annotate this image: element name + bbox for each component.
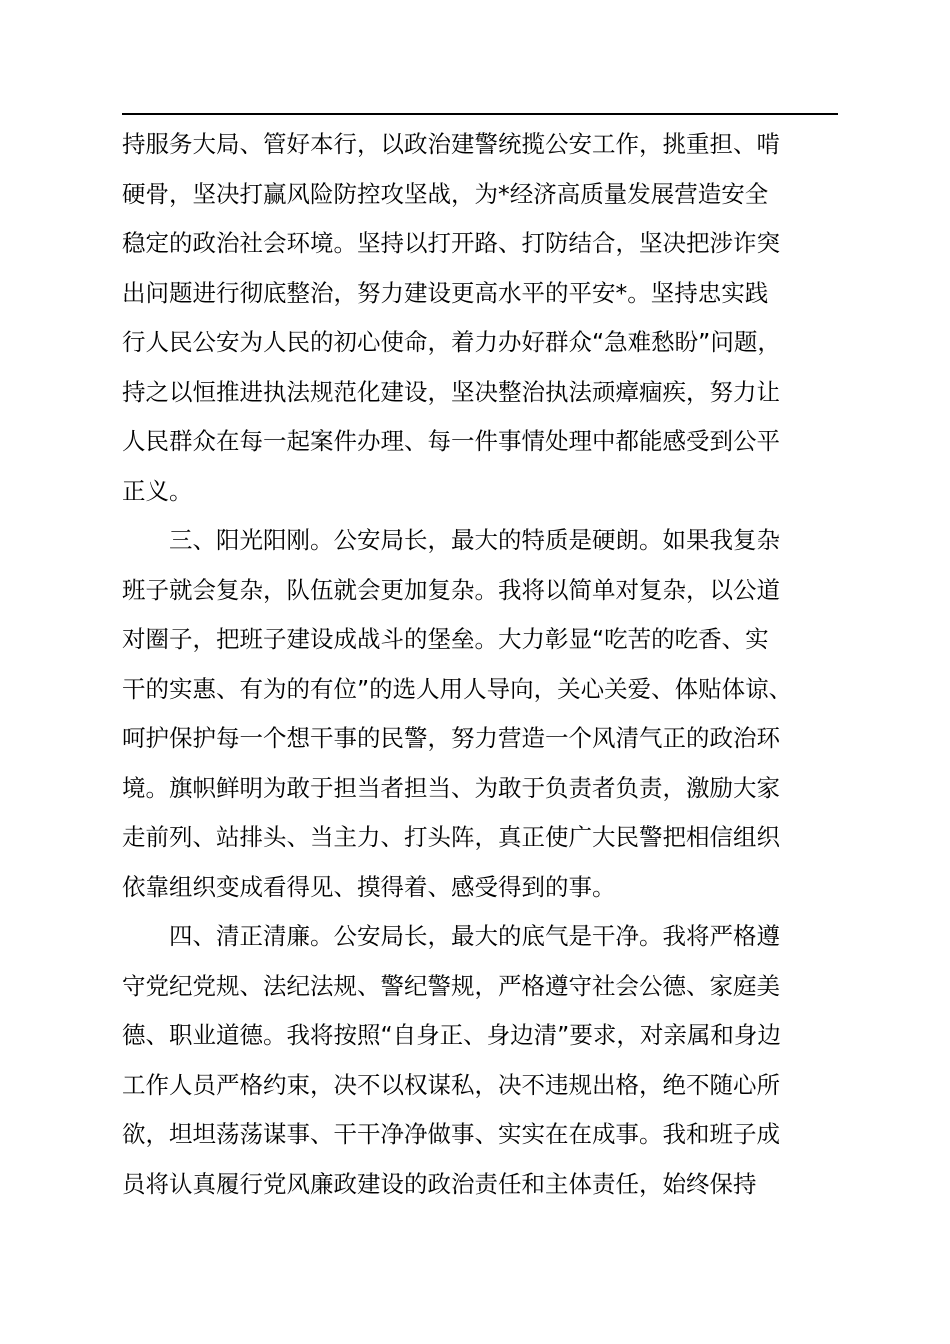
text-line: 稳定的政治社会环境。坚持以打开路、打防结合，坚决把涉诈突	[122, 229, 780, 257]
document-body	[122, 120, 862, 1209]
text-line: 行人民公安为人民的初心使命，着力办好群众“急难愁盼”问题，	[122, 328, 781, 356]
text-line: 持服务大局、管好本行，以政治建警统揽公安工作，挑重担、啃	[122, 130, 780, 158]
text-line: 出问题进行彻底整治，努力建设更高水平的平安*。坚持忠实践	[122, 278, 769, 307]
text-line: 人民群众在每一起案件办理、每一件事情处理中都能感受到公平	[122, 427, 780, 455]
header-rule	[122, 113, 838, 115]
text-line: 守党纪党规、法纪法规、警纪警规，严格遵守社会公德、家庭美	[122, 971, 780, 1000]
text-line: 境。旗帜鲜明为敢于担当者担当、为敢于负责者负责，激励大家	[122, 773, 780, 802]
text-line: 欲，坦坦荡荡谋事、干干净净做事、实实在在成事。我和班子成	[122, 1120, 780, 1148]
text-line: 三、阳光阳刚。公安局长，最大的特质是硬朗。如果我复杂	[122, 526, 780, 554]
text-line: 正义。	[122, 476, 193, 505]
text-line: 呵护保护每一个想干事的民警，努力营造一个风清气正的政治环	[122, 724, 780, 752]
text-line: 对圈子，把班子建设成战斗的堡垒。大力彰显“吃苦的吃香、实	[122, 625, 769, 653]
text-line: 班子就会复杂，队伍就会更加复杂。我将以简单对复杂，以公道	[122, 575, 780, 604]
text-line: 工作人员严格约束，决不以权谋私，决不违规出格，绝不随心所	[122, 1070, 780, 1099]
text-line: 依靠组织变成看得见、摸得着、感受得到的事。	[122, 872, 616, 901]
text-line: 干的实惠、有为的有位”的选人用人导向，关心关爱、体贴体谅、	[122, 674, 793, 703]
text-line: 四、清正清廉。公安局长，最大的底气是干净。我将严格遵	[122, 922, 780, 950]
text-line: 持之以恒推进执法规范化建设，坚决整治执法顽瘴痼疾，努力让	[122, 377, 780, 406]
text-line: 走前列、站排头、当主力、打头阵，真正使广大民警把相信组织	[122, 823, 780, 851]
text-line: 硬骨，坚决打赢风险防控攻坚战，为*经济高质量发展营造安全	[122, 179, 769, 208]
text-line: 德、职业道德。我将按照“自身正、身边清”要求，对亲属和身边	[122, 1021, 781, 1049]
text-line: 员将认真履行党风廉政建设的政治责任和主体责任，始终保持	[122, 1169, 757, 1198]
